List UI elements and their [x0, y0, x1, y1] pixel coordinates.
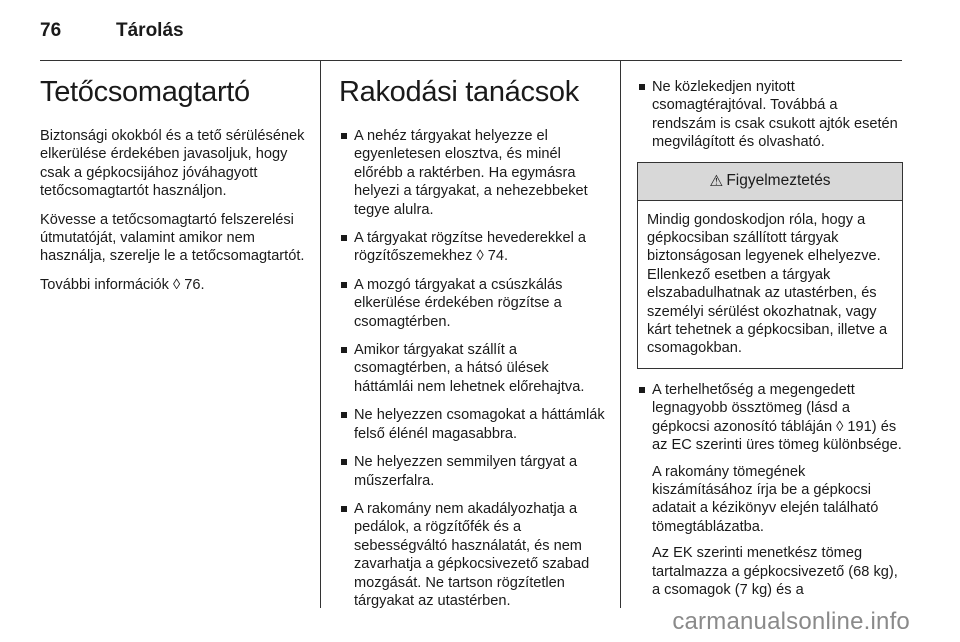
bullet-icon: [341, 412, 347, 418]
list-item-text: A tárgyakat rögzítse hevederekkel a rögzítőszemekhez ◊ 74.: [354, 230, 587, 265]
list-item: [339, 276, 607, 331]
column-roof-rack: [40, 60, 308, 304]
column-continued: [637, 78, 903, 609]
roof-rack-heading: Tetőcsomagtartó: [40, 76, 250, 108]
site-watermark: carmanualsonline.info: [672, 608, 910, 635]
load-capacity-note: A rakomány tömegének kiszámításához írja be a gépkocsi adatait a kézikönyv elején található tömegtáblázatba.: [652, 463, 879, 535]
loading-tips-list: [339, 127, 607, 610]
list-item: [637, 381, 903, 599]
warning-header: [638, 163, 902, 201]
bullet-icon: [341, 506, 347, 512]
roof-rack-more-info: További információk ◊ 76.: [40, 276, 205, 293]
list-item: [339, 229, 607, 266]
list-item-text: A terhelhetőség a megengedett legnagyobb össztömeg (lásd a gépkocsi azonosító tábláján ◊ 191) és az EC szerinti üres tömeg különbsége.: [652, 381, 902, 454]
bullet-icon: [341, 282, 347, 288]
continued-list: [637, 78, 903, 152]
column-loading-tips: [339, 60, 607, 620]
section-title: Tárolás: [116, 20, 184, 41]
loading-tips-heading: Rakodási tanácsok: [339, 76, 579, 108]
warning-box: [637, 162, 903, 369]
warning-title: Figyelmeztetés: [726, 172, 831, 190]
bullet-icon: [341, 459, 347, 465]
load-capacity-note: Az EK szerinti menetkész tömeg tartalmazza a gépkocsivezető (68 kg), a csomagok (7 kg) és a: [652, 545, 898, 598]
load-capacity-list: [637, 381, 903, 599]
bullet-icon: [341, 133, 347, 139]
list-item-text: Ne közlekedjen nyitott csomagtérajtóval. Továbbá a rendszám is csak csukott ajtók esetén megvilágított és olvasható.: [652, 79, 898, 151]
column-divider-1: [320, 60, 321, 608]
roof-rack-paragraph: Biztonsági okokból és a tető sérülésének elkerülése érdekében javasoljuk, hogy csak a gépkocsijához jóváhagyott tetőcsomagtartót használjon.: [40, 128, 305, 200]
list-item-text: A rakomány nem akadályozhatja a pedálok, a rögzítőfék és a sebességváltó használatát, és nem zavarhatja a gépkocsivezető szabad mozgását. Ne tartson rögzítetlen tárgyakat az utastérben.: [354, 500, 590, 609]
list-item-text: A mozgó tárgyakat a csúszkálás elkerülése érdekében rögzítse a csomagtérben.: [354, 276, 563, 330]
bullet-icon: [639, 84, 645, 90]
column-divider-2: [620, 60, 621, 608]
page-header: [40, 20, 184, 46]
warning-triangle-icon: ⚠: [709, 172, 724, 190]
list-item: [339, 127, 607, 219]
list-item-text: Ne helyezzen semmilyen tárgyat a műszerfalra.: [354, 454, 578, 489]
roof-rack-paragraph: Kövesse a tetőcsomagtartó felszerelési útmutatóját, valamint amikor nem használja, szerelje le a tetőcsomagtartót.: [40, 211, 305, 265]
list-item: [339, 453, 607, 490]
bullet-icon: [341, 347, 347, 353]
bullet-icon: [639, 387, 645, 393]
list-item: [339, 500, 607, 610]
list-item: [339, 406, 607, 443]
warning-text: Mindig gondoskodjon róla, hogy a gépkocsiban szállított tárgyak biztonságosan legyenek elhelyezve. Ellenkező esetben a tárgyak elszabadulhatnak az utastérben, és személyi sérülést okozhatnak, vagy kárt tehetnek a gépkocsiban, illetve a csomagokban.: [647, 211, 888, 357]
list-item: [637, 78, 903, 152]
list-item-text: Ne helyezzen csomagokat a háttámlák felső élénél magasabbra.: [354, 407, 605, 442]
list-item: [339, 341, 607, 396]
list-item-text: Amikor tárgyakat szállít a csomagtérben, a hátsó ülések háttámlái nem lehetnek előrehajtva.: [354, 342, 585, 395]
bullet-icon: [341, 235, 347, 241]
list-item-text: A nehéz tárgyakat helyezze el egyenletesen elosztva, és minél előrébb a raktérben. Ha egymásra helyezi a tárgyakat, a nehezebbeket tegye alulra.: [354, 128, 588, 218]
page-number: 76: [40, 20, 62, 41]
